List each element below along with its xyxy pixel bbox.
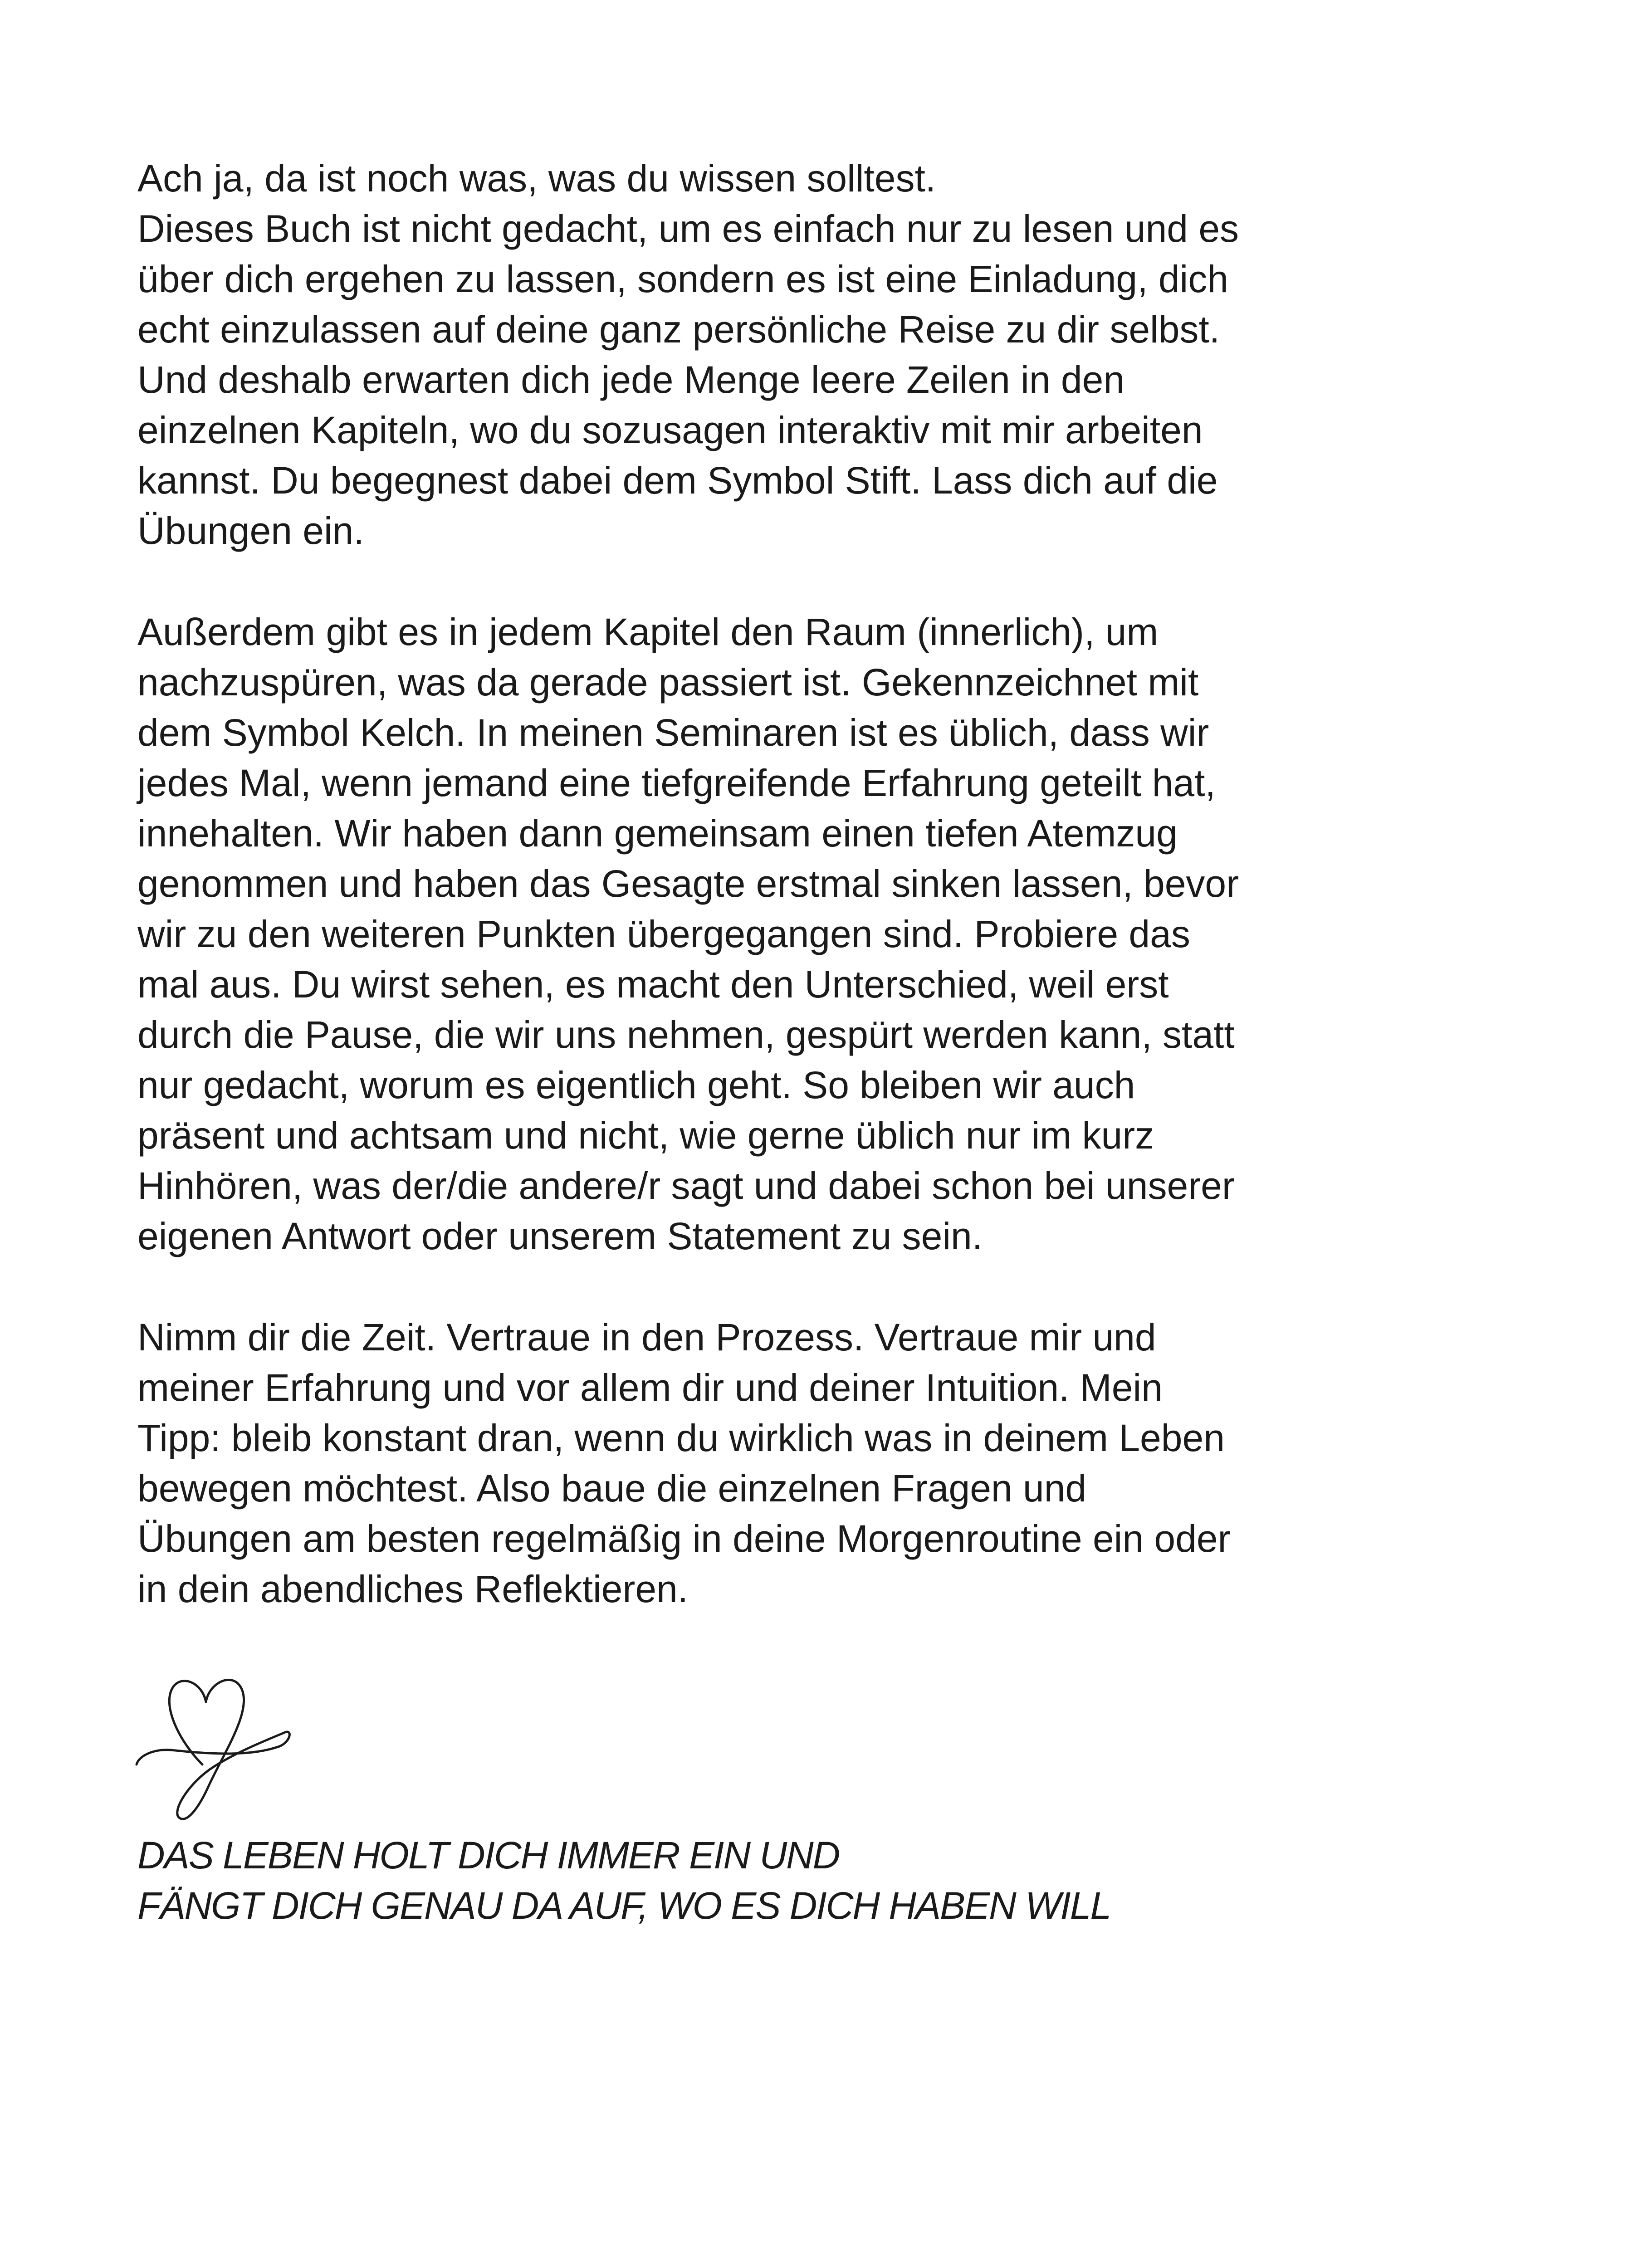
text-line: einzelnen Kapiteln, wo du sozusagen interaktiv mit mir arbeiten: [137, 409, 1203, 451]
text-line: durch die Pause, die wir uns nehmen, gespürt werden kann, statt: [137, 1013, 1235, 1056]
text-line: wir zu den weiteren Punkten übergegangen sind. Probiere das: [137, 913, 1190, 955]
text-line: bewegen möchtest. Also baue die einzelnen Fragen und: [137, 1467, 1087, 1510]
text-line: Hinhören, was der/die andere/r sagt und dabei schon bei unserer: [137, 1164, 1235, 1207]
closing-quote: [137, 1830, 1110, 1931]
heart-signature-icon: [134, 1674, 307, 1833]
text-line: jedes Mal, wenn jemand eine tiefgreifende Erfahrung geteilt hat,: [137, 762, 1216, 804]
text-line: genommen und haben das Gesagte erstmal sinken lassen, bevor: [137, 862, 1239, 905]
paragraph-kelch: [137, 607, 1453, 1261]
text-line: über dich ergehen zu lassen, sondern es ist eine Einladung, dich: [137, 258, 1228, 300]
quote-line: DAS LEBEN HOLT DICH IMMER EIN UND: [137, 1834, 840, 1877]
text-line: dem Symbol Kelch. In meinen Seminaren ist es üblich, dass wir: [137, 711, 1209, 754]
text-line: meiner Erfahrung und vor allem dir und deiner Intuition. Mein: [137, 1366, 1163, 1409]
text-line: präsent und achtsam und nicht, wie gerne üblich nur im kurz: [137, 1114, 1154, 1157]
text-line: mal aus. Du wirst sehen, es macht den Unterschied, weil erst: [137, 963, 1169, 1006]
text-line: echt einzulassen auf deine ganz persönliche Reise zu dir selbst.: [137, 308, 1220, 351]
text-line: Nimm dir die Zeit. Vertraue in den Prozess. Vertraue mir und: [137, 1316, 1156, 1359]
text-line: innehalten. Wir haben dann gemeinsam einen tiefen Atemzug: [137, 812, 1178, 855]
text-line: in dein abendliches Reflektieren.: [137, 1568, 689, 1610]
text-line: Tipp: bleib konstant dran, wenn du wirklich was in deinem Leben: [137, 1417, 1225, 1459]
text-line: Ach ja, da ist noch was, was du wissen solltest.: [137, 157, 936, 200]
text-line: nachzuspüren, was da gerade passiert ist. Gekennzeichnet mit: [137, 661, 1199, 704]
text-line: Übungen ein.: [137, 509, 364, 552]
quote-line: FÄNGT DICH GENAU DA AUF, WO ES DICH HABEN WILL: [137, 1884, 1111, 1927]
text-line: Außerdem gibt es in jedem Kapitel den Raum (innerlich), um: [137, 611, 1159, 653]
text-line: eigenen Antwort oder unserem Statement zu sein.: [137, 1215, 983, 1257]
text-line: kannst. Du begegnest dabei dem Symbol Stift. Lass dich auf die: [137, 459, 1218, 502]
paragraph-advice: [137, 1312, 1453, 1614]
text-line: Und deshalb erwarten dich jede Menge leere Zeilen in den: [137, 358, 1125, 401]
text-line: Dieses Buch ist nicht gedacht, um es einfach nur zu lesen und es: [137, 207, 1239, 250]
text-line: nur gedacht, worum es eigentlich geht. So bleiben wir auch: [137, 1064, 1135, 1106]
text-line: Übungen am besten regelmäßig in deine Morgenroutine ein oder: [137, 1517, 1231, 1560]
paragraph-intro: [137, 153, 1453, 556]
